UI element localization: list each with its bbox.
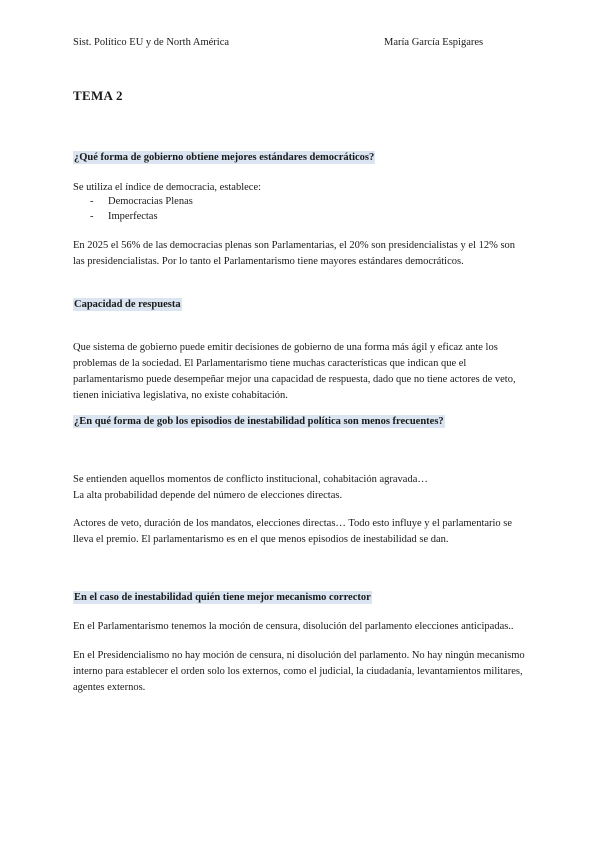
header-author: María García Espigares <box>384 37 484 48</box>
list-item: - Democracias Plenas <box>90 194 193 209</box>
page-title: TEMA 2 <box>73 88 123 103</box>
section-heading-corrective-mechanism: En el caso de inestabilidad quién tiene mejor mecanismo corrector <box>74 592 371 603</box>
list-item: - Imperfectas <box>90 209 193 224</box>
section-heading-democratic-standards: ¿Qué forma de gobierno obtiene mejores estándares democráticos? <box>74 152 375 163</box>
democracy-types-list <box>90 194 193 224</box>
section-paragraph: En el Parlamentarismo tenemos la moción de censura, disolución del parlamento elecciones anticipadas.. <box>73 621 514 632</box>
header-course-title: Sist. Político EU y de North América <box>73 37 230 48</box>
section-heading-response-capacity: Capacidad de respuesta <box>74 299 181 310</box>
section-paragraph: En el Presidencialismo no hay moción de censura, ni disolución del parlamento. No hay ningún mecanismo interno para establecer el orden solo los externos, como el judicial, la ciudadanía, levantamientos militares, agentes externos. <box>73 650 525 693</box>
section-paragraph-line: La alta probabilidad depende del número de elecciones directas. <box>73 490 343 501</box>
section-intro-text: Se utiliza el índice de democracia, establece: <box>73 182 262 193</box>
section-paragraph: Que sistema de gobierno puede emitir decisiones de gobierno de una forma más ágil y eficaz ante los problemas de la sociedad. El Parlamentarismo tiene muchas características que indican que el parlamentarismo puede desempeñar mejor una capacidad de respuesta, dado que no tiene actores de veto, tienen iniciativa legislativa, no existe cohabitación. <box>73 342 516 401</box>
section-paragraph-line: Se entienden aquellos momentos de conflicto institucional, cohabitación agravada… <box>73 474 428 485</box>
section-paragraph: Actores de veto, duración de los mandatos, elecciones directas… Todo esto influye y el parlamentario se lleva el premio. El parlamentarismo es en el que menos episodios de inestabilidad se dan. <box>73 518 513 545</box>
section-heading-instability: ¿En qué forma de gob los episodios de inestabilidad política son menos frecuentes? <box>74 416 444 427</box>
section-paragraph: En 2025 el 56% de las democracias plenas son Parlamentarias, el 20% son presidencialistas y el 12% son las presidencialistas. Por lo tanto el Parlamentarismo tiene mayores estándares democráticos. <box>73 240 516 267</box>
